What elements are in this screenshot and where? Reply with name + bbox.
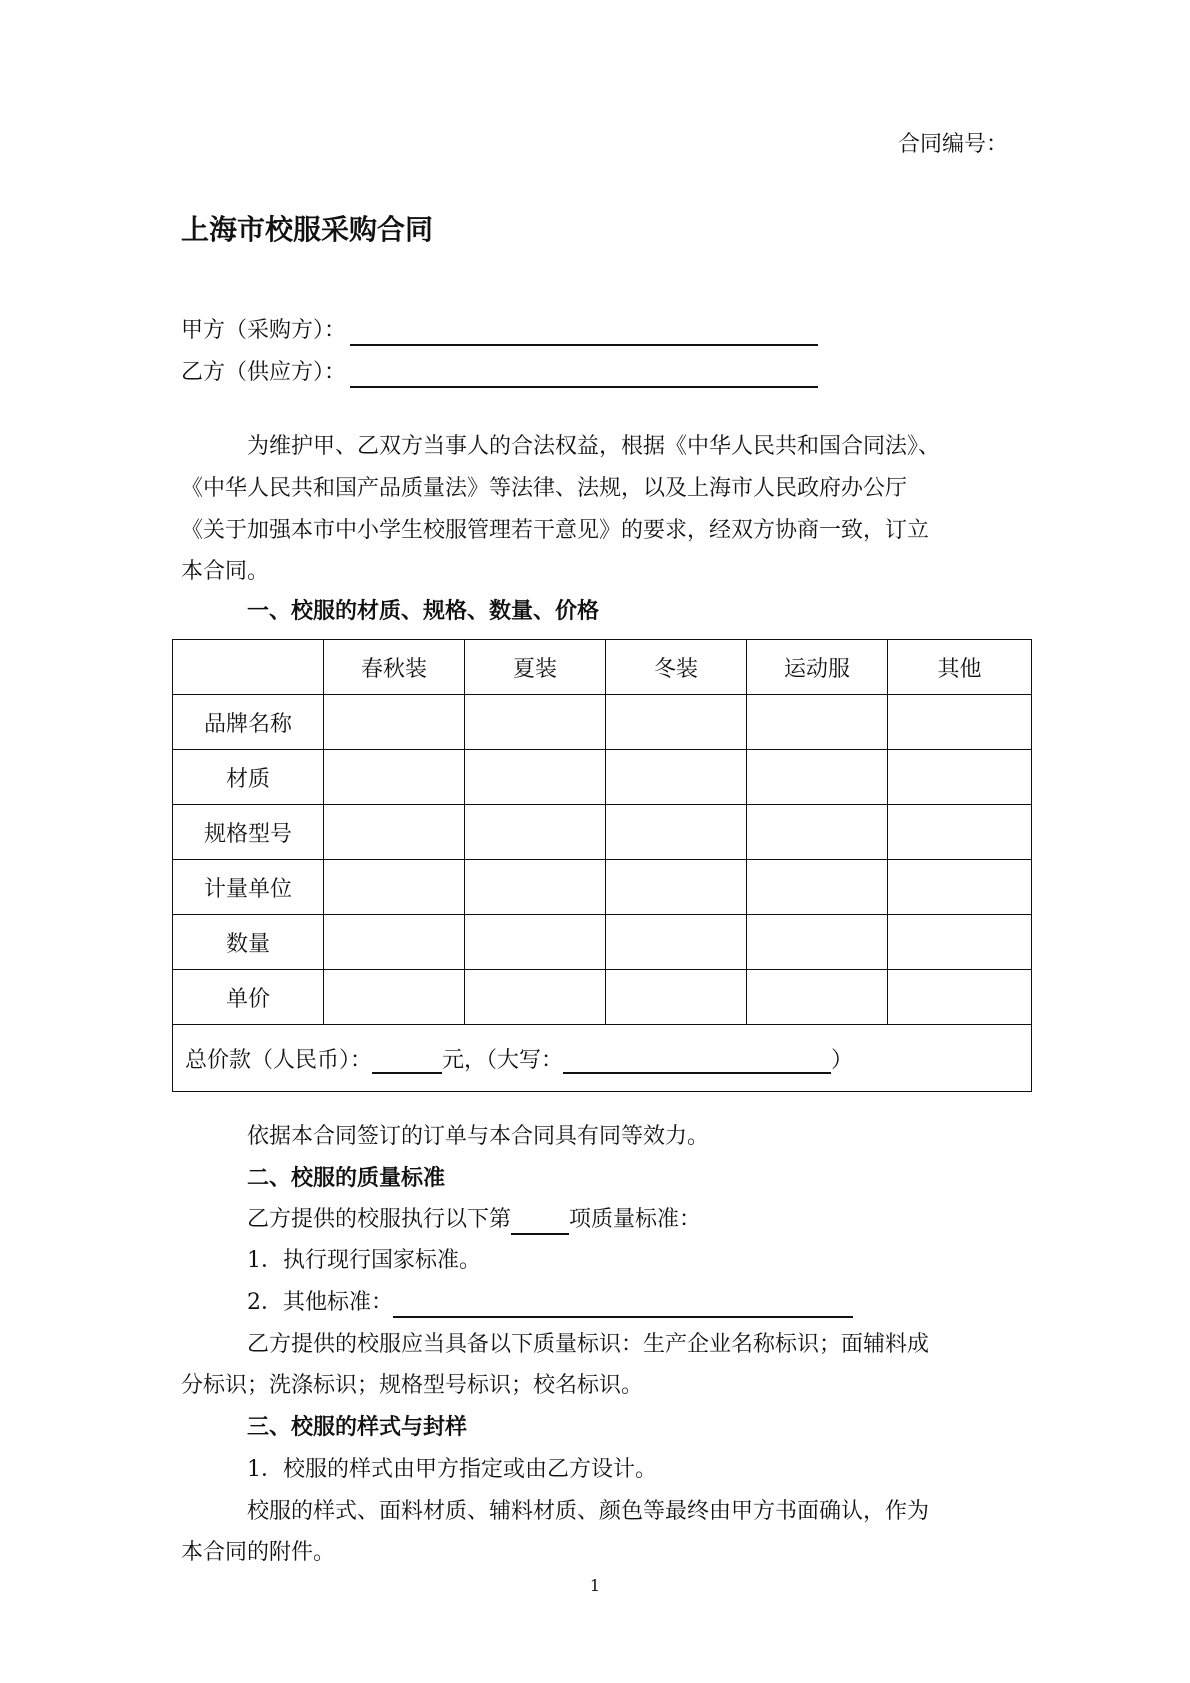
table-cell[interactable] <box>747 860 888 915</box>
table-cell[interactable] <box>324 805 465 860</box>
row-label: 品牌名称 <box>173 695 324 750</box>
table-cell[interactable] <box>465 695 606 750</box>
style-para-line-1: 校服的样式、面料材质、辅料材质、颜色等最终由甲方书面确认，作为 <box>247 1499 930 1524</box>
intro-line-1: 为维护甲、乙双方当事人的合法权益，根据《中华人民共和国合同法》、 <box>247 434 941 459</box>
total-amount-words-blank[interactable] <box>563 1048 831 1074</box>
row-label: 计量单位 <box>173 860 324 915</box>
quality-item-1: 1．执行现行国家标准。 <box>247 1248 481 1273</box>
total-price-prefix: 总价款（人民币）： <box>185 1047 373 1073</box>
table-header-cell: 夏装 <box>465 640 606 695</box>
table-cell[interactable] <box>747 695 888 750</box>
table-cell[interactable] <box>747 805 888 860</box>
quality-item-2-label: 2．其他标准： <box>247 1290 393 1315</box>
table-header-cell <box>173 640 324 695</box>
table-cell[interactable] <box>606 970 747 1025</box>
party-a-blank[interactable] <box>350 318 818 346</box>
intro-line-4: 本合同。 <box>181 559 270 584</box>
row-label: 单价 <box>173 970 324 1025</box>
total-price-row <box>173 1025 1032 1092</box>
table-header-cell: 运动服 <box>747 640 888 695</box>
table-cell[interactable] <box>747 915 888 970</box>
intro-line-3: 《关于加强本市中小学生校服管理若干意见》的要求，经双方协商一致，订立 <box>181 518 930 543</box>
table-row <box>173 750 1032 805</box>
style-para-line-2: 本合同的附件。 <box>181 1540 336 1565</box>
table-cell[interactable] <box>324 750 465 805</box>
table-cell[interactable] <box>888 970 1032 1025</box>
table-row <box>173 860 1032 915</box>
spec-table <box>172 639 1032 1092</box>
table-cell[interactable] <box>747 750 888 805</box>
quality-marks-line-1: 乙方提供的校服应当具备以下质量标识：生产企业名称标识；面辅料成 <box>247 1332 930 1357</box>
total-price-suffix: ） <box>831 1047 854 1073</box>
table-row <box>173 695 1032 750</box>
table-cell[interactable] <box>747 970 888 1025</box>
quality-standard-line <box>247 1205 701 1235</box>
row-label: 材质 <box>173 750 324 805</box>
party-b-row <box>181 358 818 388</box>
style-item-1: 1．校服的样式由甲方指定或由乙方设计。 <box>247 1457 657 1482</box>
table-header-cell: 其他 <box>888 640 1032 695</box>
table-cell[interactable] <box>324 695 465 750</box>
standard-number-blank[interactable] <box>511 1209 569 1235</box>
table-cell[interactable] <box>465 970 606 1025</box>
intro-line-2: 《中华人民共和国产品质量法》等法律、法规，以及上海市人民政府办公厅 <box>181 476 908 501</box>
table-cell[interactable] <box>324 915 465 970</box>
table-row <box>173 915 1032 970</box>
table-row <box>173 970 1032 1025</box>
party-a-row <box>181 316 818 346</box>
quality-standard-suffix: 项质量标准： <box>569 1207 702 1232</box>
table-cell[interactable] <box>606 915 747 970</box>
quality-standard-prefix: 乙方提供的校服执行以下第 <box>247 1207 512 1232</box>
quality-marks-line-2: 分标识；洗涤标识；规格型号标识；校名标识。 <box>181 1373 644 1398</box>
table-cell[interactable] <box>465 750 606 805</box>
table-row <box>173 805 1032 860</box>
table-cell[interactable] <box>606 860 747 915</box>
table-header-cell: 春秋装 <box>324 640 465 695</box>
table-cell[interactable] <box>888 805 1032 860</box>
row-label: 规格型号 <box>173 805 324 860</box>
order-validity-note: 依据本合同签订的订单与本合同具有同等效力。 <box>247 1124 710 1149</box>
party-b-blank[interactable] <box>350 360 818 388</box>
section-2-heading: 二、校服的质量标准 <box>247 1166 446 1191</box>
document-title: 上海市校服采购合同 <box>181 213 434 246</box>
table-cell[interactable] <box>888 695 1032 750</box>
party-b-label: 乙方（供应方）： <box>181 360 347 385</box>
table-header-cell: 冬装 <box>606 640 747 695</box>
table-cell[interactable] <box>606 805 747 860</box>
section-3-heading: 三、校服的样式与封样 <box>247 1415 468 1440</box>
table-cell[interactable] <box>606 695 747 750</box>
table-header-row <box>173 640 1032 695</box>
table-cell[interactable] <box>324 970 465 1025</box>
row-label: 数量 <box>173 915 324 970</box>
quality-item-2 <box>247 1288 853 1318</box>
table-cell[interactable] <box>324 860 465 915</box>
table-cell[interactable] <box>888 860 1032 915</box>
party-a-label: 甲方（采购方）： <box>181 318 347 343</box>
total-amount-blank[interactable] <box>372 1048 442 1074</box>
total-price-mid: 元，（大写： <box>442 1047 564 1073</box>
table-cell[interactable] <box>606 750 747 805</box>
table-cell[interactable] <box>465 805 606 860</box>
table-cell[interactable] <box>465 860 606 915</box>
other-standard-blank[interactable] <box>393 1292 853 1318</box>
contract-number-label: 合同编号： <box>898 132 1009 157</box>
table-cell[interactable] <box>888 915 1032 970</box>
total-price-cell <box>173 1025 1032 1092</box>
table-cell[interactable] <box>465 915 606 970</box>
page-number: 1 <box>589 1576 601 1595</box>
table-cell[interactable] <box>888 750 1032 805</box>
section-1-heading: 一、校服的材质、规格、数量、价格 <box>247 599 600 624</box>
